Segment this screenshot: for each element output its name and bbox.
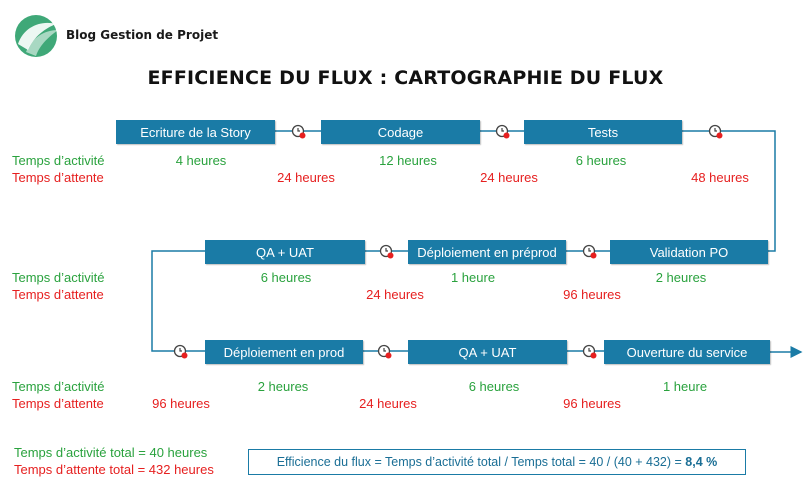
step-box-preprod: Déploiement en préprod: [408, 240, 566, 264]
activity-value: 6 heures: [575, 153, 627, 168]
wait-value: 24 heures: [359, 396, 417, 411]
clock-alert-icon: [708, 124, 723, 139]
activity-value: 6 heures: [468, 379, 520, 394]
leaf-logo-icon: [12, 14, 60, 58]
connector-line: [152, 251, 205, 351]
brand-name: Blog Gestion de Projet: [66, 28, 219, 42]
wait-value: 24 heures: [480, 170, 538, 185]
activity-value: 6 heures: [260, 270, 312, 285]
activity-label: Temps d’activité: [12, 379, 105, 394]
total-wait: Temps d’attente total = 432 heures: [14, 462, 214, 477]
step-box-tests: Tests: [524, 120, 682, 144]
wait-value: 48 heures: [691, 170, 749, 185]
step-box-qa-uat-2: QA + UAT: [408, 340, 567, 364]
wait-label: Temps d’attente: [12, 170, 104, 185]
activity-label: Temps d’activité: [12, 153, 105, 168]
wait-value: 24 heures: [366, 287, 424, 302]
clock-alert-icon: [291, 124, 306, 139]
step-box-codage: Codage: [321, 120, 480, 144]
wait-value: 96 heures: [563, 287, 621, 302]
efficiency-formula-box: [248, 449, 746, 475]
page-title: EFFICIENCE DU FLUX : CARTOGRAPHIE DU FLUX: [147, 67, 664, 89]
activity-value: 4 heures: [175, 153, 227, 168]
efficiency-result: 8,4 %: [685, 455, 718, 469]
activity-value: 2 heures: [257, 379, 309, 394]
step-box-prod: Déploiement en prod: [205, 340, 363, 364]
wait-label: Temps d’attente: [12, 396, 104, 411]
wait-value: 96 heures: [563, 396, 621, 411]
clock-alert-icon: [377, 344, 392, 359]
clock-alert-icon: [495, 124, 510, 139]
step-box-qa-uat: QA + UAT: [205, 240, 365, 264]
clock-alert-icon: [582, 344, 597, 359]
step-box-validation-po: Validation PO: [610, 240, 768, 264]
activity-value: 12 heures: [379, 153, 437, 168]
step-box-story: Ecriture de la Story: [116, 120, 275, 144]
clock-alert-icon: [582, 244, 597, 259]
wait-value: 96 heures: [152, 396, 210, 411]
connector-line: [682, 131, 775, 251]
activity-value: 2 heures: [655, 270, 707, 285]
clock-alert-icon: [173, 344, 188, 359]
clock-alert-icon: [379, 244, 394, 259]
wait-value: 24 heures: [277, 170, 335, 185]
activity-label: Temps d’activité: [12, 270, 105, 285]
wait-label: Temps d’attente: [12, 287, 104, 302]
activity-value: 1 heure: [662, 379, 708, 394]
efficiency-formula: Efficience du flux = Temps d’activité total / Temps total = 40 / (40 + 432) =: [276, 455, 686, 469]
total-activity: Temps d’activité total = 40 heures: [14, 445, 208, 460]
step-box-ouverture: Ouverture du service: [604, 340, 770, 364]
activity-value: 1 heure: [450, 270, 496, 285]
